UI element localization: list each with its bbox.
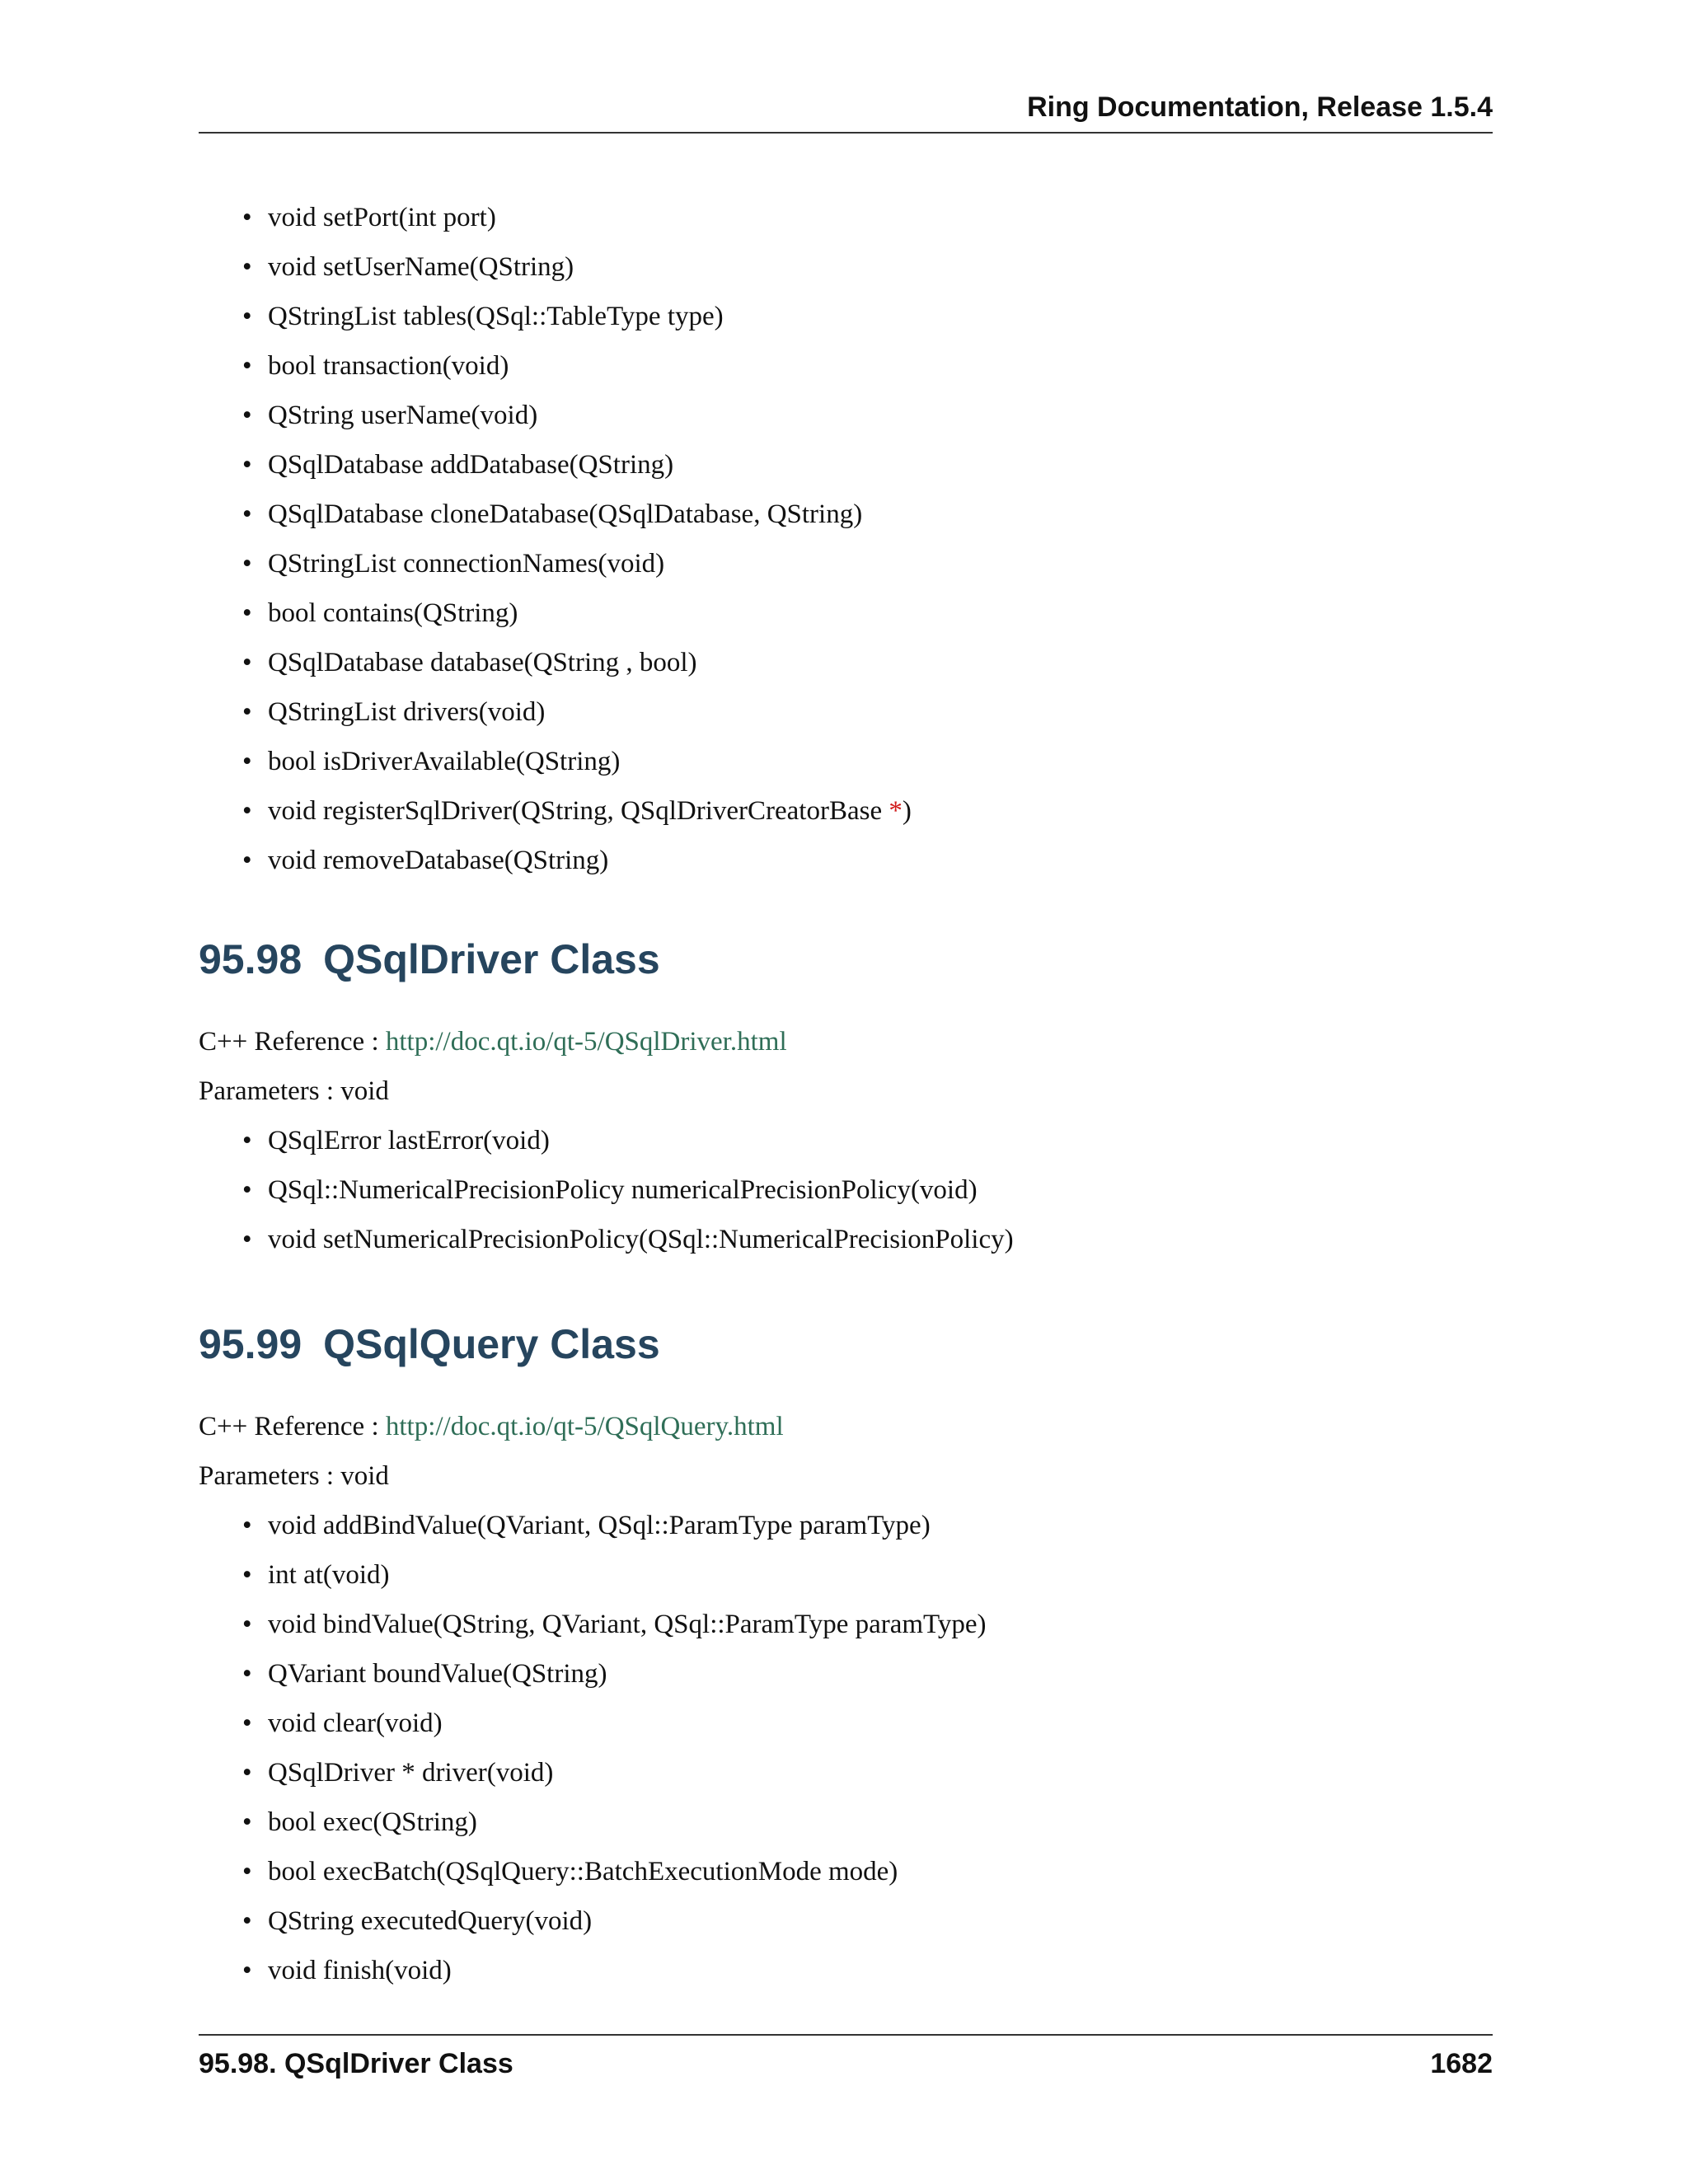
- list-item: • QString executedQuery(void): [242, 1906, 593, 1936]
- list-item: • QSqlDriver * driver(void): [242, 1758, 554, 1788]
- reference-link[interactable]: http://doc.qt.io/qt-5/QSqlQuery.html: [385, 1412, 784, 1441]
- list-item: • QSqlError lastError(void): [242, 1126, 550, 1155]
- list-item: • QStringList drivers(void): [242, 697, 546, 727]
- list-item: • QSqlDatabase addDatabase(QString): [242, 450, 674, 480]
- list-item: • QString userName(void): [242, 401, 538, 430]
- list-item: • void registerSqlDriver(QString, QSqlDriverCreatorBase *): [242, 796, 912, 826]
- document-title: Ring Documentation, Release 1.5.4: [1027, 91, 1493, 123]
- page-header: [199, 91, 1493, 134]
- asterisk-mark: *: [889, 796, 903, 826]
- list-item: • void setNumericalPrecisionPolicy(QSql::NumericalPrecisionPolicy): [242, 1225, 1014, 1254]
- list-item: • void removeDatabase(QString): [242, 846, 609, 875]
- parameters-qsqlquery: Parameters : void: [199, 1461, 389, 1491]
- list-item: • bool contains(QString): [242, 598, 518, 628]
- cpp-reference-qsqldriver: C++ Reference : http://doc.qt.io/qt-5/QSqlDriver.html: [199, 1027, 787, 1057]
- footer-section-title: 95.98. QSqlDriver Class: [199, 2048, 513, 2079]
- list-item: • void clear(void): [242, 1708, 443, 1738]
- list-item: • QVariant boundValue(QString): [242, 1659, 607, 1689]
- list-item: • bool exec(QString): [242, 1807, 477, 1837]
- reference-link[interactable]: http://doc.qt.io/qt-5/QSqlDriver.html: [385, 1027, 787, 1057]
- list-item: • void finish(void): [242, 1956, 452, 1985]
- list-item: • QStringList tables(QSql::TableType type): [242, 302, 724, 331]
- method-list-qsqlquery: [0, 1507, 987, 2002]
- list-item: • void setPort(int port): [242, 203, 496, 232]
- cpp-reference-qsqlquery: C++ Reference : http://doc.qt.io/qt-5/QSqlQuery.html: [199, 1412, 784, 1441]
- list-item: • bool isDriverAvailable(QString): [242, 747, 621, 776]
- page-footer: [199, 2034, 1493, 2079]
- section-heading-qsqldriver: 95.98 QSqlDriver Class: [199, 936, 660, 982]
- parameters-qsqldriver: Parameters : void: [199, 1076, 389, 1106]
- method-list-qsqldatabase: [0, 199, 912, 892]
- method-list-qsqldriver: [0, 1122, 1014, 1271]
- list-item: • QSql::NumericalPrecisionPolicy numericalPrecisionPolicy(void): [242, 1175, 978, 1205]
- list-item: • int at(void): [242, 1560, 390, 1590]
- page-number: 1682: [1430, 2048, 1493, 2079]
- list-item: • bool execBatch(QSqlQuery::BatchExecutionMode mode): [242, 1857, 898, 1886]
- list-item: • bool transaction(void): [242, 351, 509, 381]
- list-item: • QStringList connectionNames(void): [242, 549, 665, 579]
- list-item: • QSqlDatabase database(QString , bool): [242, 648, 697, 677]
- section-heading-qsqlquery: 95.99 QSqlQuery Class: [199, 1321, 660, 1367]
- list-item: • void setUserName(QString): [242, 252, 574, 282]
- list-item: • void bindValue(QString, QVariant, QSql::ParamType paramType): [242, 1610, 987, 1639]
- list-item: • QSqlDatabase cloneDatabase(QSqlDatabase, QString): [242, 499, 863, 529]
- list-item: • void addBindValue(QVariant, QSql::ParamType paramType): [242, 1511, 931, 1540]
